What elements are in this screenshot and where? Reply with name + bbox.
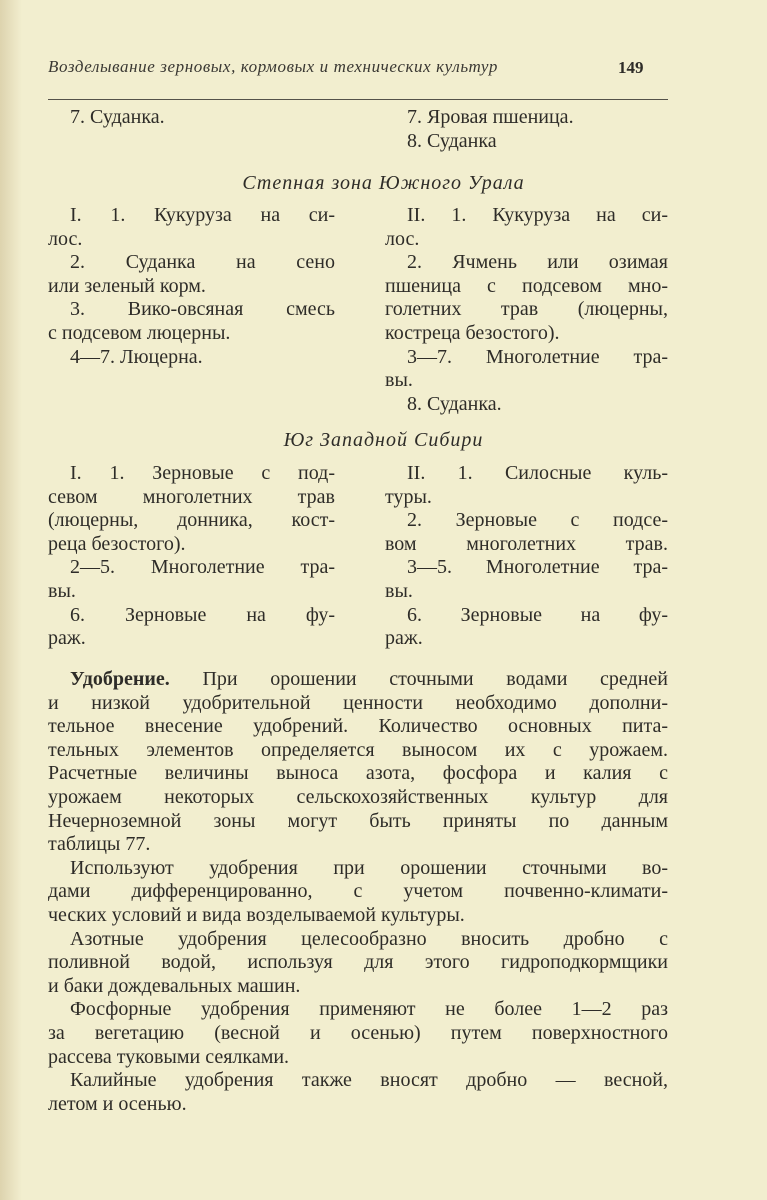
- text-line: ческих условий и вида возделываемой культуры.: [48, 903, 465, 926]
- text-line: Калийные удобрения также вносят дробно — весной,: [70, 1069, 668, 1092]
- running-title: Возделывание зерновых, кормовых и технических культур: [48, 57, 498, 76]
- top-right-column: [385, 106, 668, 153]
- text-line: вы.: [48, 579, 76, 602]
- text-line: лос.: [48, 227, 83, 250]
- west-siberia-rotation-1: [48, 462, 335, 651]
- page-number: 149: [618, 58, 644, 77]
- text-line: [48, 668, 668, 692]
- west-siberia-rotation-2: [385, 462, 668, 651]
- text-line: тельных элементов определяется выносом их с урожаем.: [48, 738, 668, 761]
- fertilizer-section: [48, 668, 668, 1116]
- text-line: урожаем некоторых сельскохозяйственных культур для: [48, 785, 668, 808]
- text-line: пшеница с подсевом мно-: [385, 274, 668, 297]
- text-line: I. 1. Кукуруза на си-: [70, 204, 335, 226]
- text-line: и баки дождевальных машин.: [48, 974, 301, 997]
- text-line: 3—7. Многолетние тра-: [407, 345, 668, 368]
- text-line: за вегетацию (весной и осенью) путем поверхностного: [48, 1021, 668, 1044]
- text-line: костреца безостого).: [385, 321, 560, 344]
- text-line: Азотные удобрения целесообразно вносить дробно с: [70, 927, 668, 950]
- text-line: 2. Зерновые с подсе-: [407, 509, 668, 532]
- text-line: Фосфорные удобрения применяют не более 1—2 раз: [70, 998, 668, 1021]
- section-heading-south-urals: Степная зона Южного Урала: [242, 172, 525, 194]
- text-line: Используют удобрения при орошении сточными во-: [70, 856, 668, 879]
- text-line: 7. Суданка.: [70, 106, 165, 128]
- text-line: 2. Ячмень или озимая: [407, 251, 668, 274]
- text-line: вы.: [385, 369, 413, 392]
- top-left-column: [48, 106, 335, 130]
- text-line: лос.: [385, 227, 420, 250]
- text-line: Расчетные величины выноса азота, фосфора и калия с: [48, 762, 668, 785]
- text-line: 2—5. Многолетние тра-: [70, 556, 335, 579]
- text-line: раж.: [48, 627, 86, 650]
- text-line: (люцерны, донника, кост-: [48, 509, 335, 532]
- text-line: 8. Суданка: [407, 129, 497, 152]
- text-line: 3—5. Многолетние тра-: [407, 556, 668, 579]
- text-line: 7. Яровая пшеница.: [407, 106, 574, 128]
- text-line: с подсевом люцерны.: [48, 321, 231, 344]
- south-urals-rotation-1: [48, 204, 335, 369]
- south-urals-rotation-2: [385, 204, 668, 416]
- text-line: 6. Зерновые на фу-: [407, 603, 668, 626]
- text-line: 4—7. Люцерна.: [70, 345, 203, 368]
- text-line: 2. Суданка на сено: [70, 251, 335, 274]
- section-heading-west-siberia: Юг Западной Сибири: [283, 429, 484, 451]
- text-line: или зеленый корм.: [48, 274, 206, 297]
- text-line: I. 1. Зерновые с под-: [70, 462, 335, 484]
- text-line: поливной водой, используя для этого гидроподкормщики: [48, 951, 668, 974]
- header-rule: [48, 99, 668, 100]
- text-line: тельное внесение удобрений. Количество основных пита-: [48, 715, 668, 738]
- text-line: таблицы 77.: [48, 833, 151, 856]
- text-line: раж.: [385, 627, 423, 650]
- text-line: 6. Зерновые на фу-: [70, 603, 335, 626]
- text-line: Нечерноземной зоны могут быть приняты по данным: [48, 809, 668, 832]
- text-line: дами дифференцированно, с учетом почвенно-климати-: [48, 880, 668, 903]
- text-line: 8. Суданка.: [407, 392, 502, 415]
- text-line: II. 1. Кукуруза на си-: [407, 204, 668, 226]
- text-line: рассева туковыми сеялками.: [48, 1045, 290, 1068]
- text-line: реца безостого).: [48, 532, 186, 555]
- text-line: II. 1. Силосные куль-: [407, 462, 668, 484]
- text-line: вы.: [385, 579, 413, 602]
- bold-term: Удобрение.: [70, 668, 170, 690]
- text-line: вом многолетних трав.: [385, 532, 668, 555]
- text-line: 3. Вико-овсяная смесь: [70, 298, 335, 321]
- text-line: летом и осенью.: [48, 1092, 187, 1115]
- text-line: голетних трав (люцерны,: [385, 298, 668, 321]
- text-line: севом многолетних трав: [48, 485, 335, 508]
- text-line: и низкой удобрительной ценности необходимо дополни-: [48, 691, 668, 714]
- text-line: туры.: [385, 485, 432, 508]
- text-line-content: При орошении сточными водами средней: [202, 668, 668, 690]
